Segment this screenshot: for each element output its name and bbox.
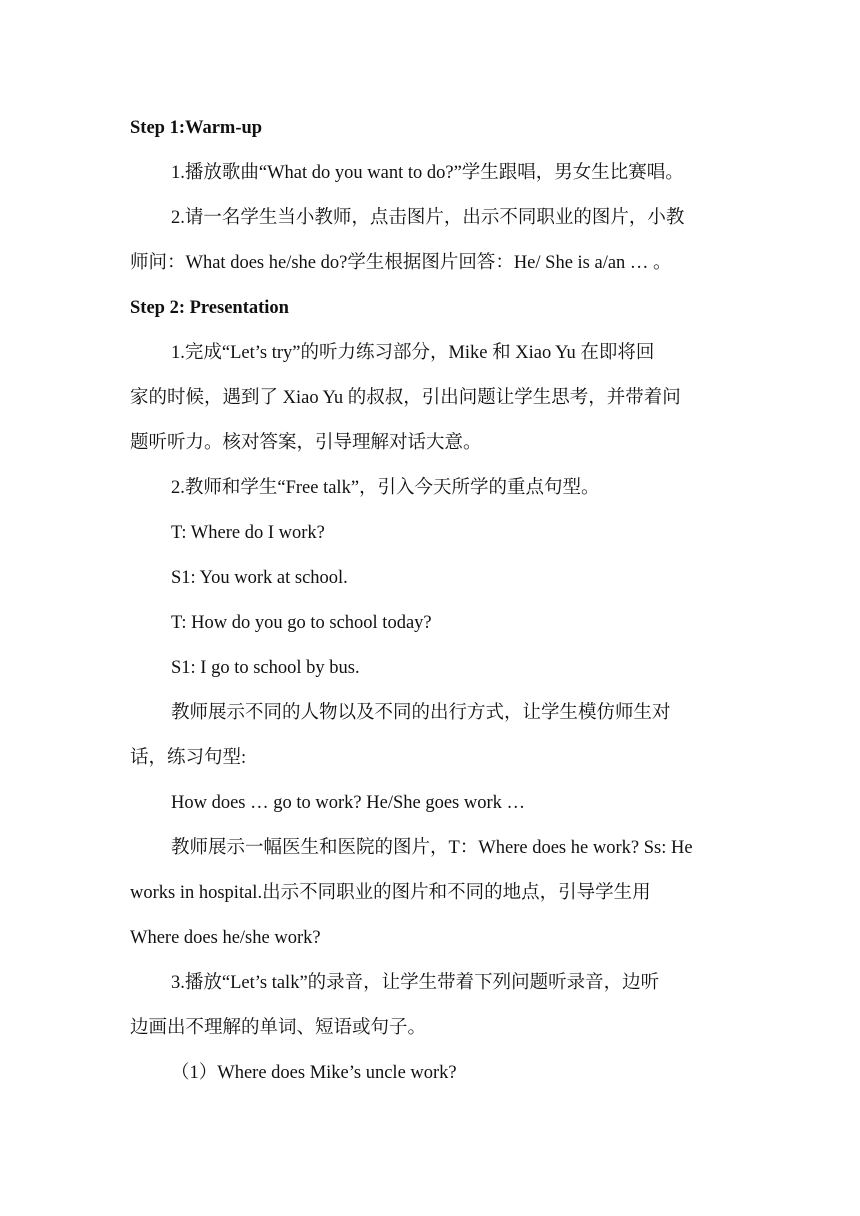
dialogue-line: S1: You work at school. xyxy=(171,568,348,588)
step2-paragraph-1-line-1: 1.完成“Let’s try”的听力练习部分，Mike 和 Xiao Yu 在即将回 xyxy=(171,343,655,363)
step1-heading: Step 1:Warm-up xyxy=(130,118,263,138)
step1-paragraph-2-line-1: 2.请一名学生当小教师，点击图片，出示不同职业的图片，小教 xyxy=(171,208,685,228)
sentence-pattern: How does … go to work? He/She goes work … xyxy=(171,793,526,813)
dialogue-line: T: Where do I work? xyxy=(171,523,325,543)
step2-paragraph-4-line-2: works in hospital.出示不同职业的图片和不同的地点，引导学生用 xyxy=(130,883,651,903)
step2-heading: Step 2: Presentation xyxy=(130,298,289,318)
question-1: （1）Where does Mike’s uncle work? xyxy=(171,1063,457,1083)
step1-paragraph-1: 1.播放歌曲“What do you want to do?”学生跟唱，男女生比赛唱。 xyxy=(171,163,684,183)
step2-paragraph-4-line-1: 教师展示一幅医生和医院的图片，T：Where does he work? Ss: He xyxy=(171,838,693,858)
step2-paragraph-2: 2.教师和学生“Free talk”，引入今天所学的重点句型。 xyxy=(171,478,600,498)
step2-paragraph-1-line-2: 家的时候，遇到了 Xiao Yu 的叔叔，引出问题让学生思考，并带着问 xyxy=(130,388,681,408)
step2-paragraph-3-line-1: 教师展示不同的人物以及不同的出行方式，让学生模仿师生对 xyxy=(171,703,671,723)
step2-paragraph-5-line-2: 边画出不理解的单词、短语或句子。 xyxy=(130,1018,427,1038)
dialogue-line: T: How do you go to school today? xyxy=(171,613,432,633)
step2-paragraph-1-line-3: 题听听力。核对答案，引导理解对话大意。 xyxy=(130,433,482,453)
dialogue-line: S1: I go to school by bus. xyxy=(171,658,360,678)
step2-paragraph-3-line-2: 话，练习句型: xyxy=(130,748,247,768)
step2-paragraph-4-line-3: Where does he/she work? xyxy=(130,928,321,948)
step2-paragraph-5-line-1: 3.播放“Let’s talk”的录音，让学生带着下列问题听录音，边听 xyxy=(171,973,660,993)
step1-paragraph-2-line-2: 师问：What does he/she do?学生根据图片回答：He/ She is a/an … 。 xyxy=(130,253,672,273)
